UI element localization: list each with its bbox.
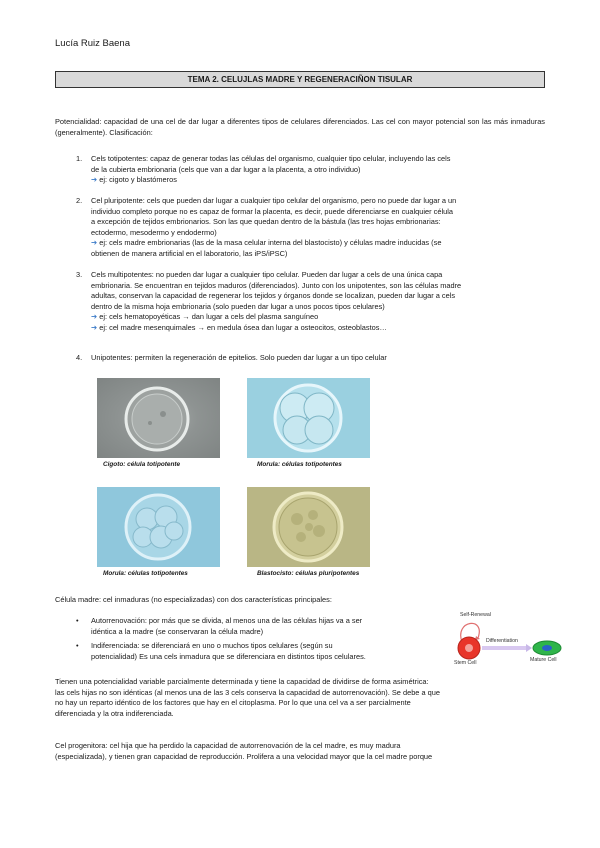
morula-caption-1: Morula: células totipotentes (257, 461, 342, 468)
list-item-1-example: ➔ ej: cigoto y blastómeros (91, 175, 177, 185)
stem-cell-diagram (446, 612, 566, 668)
morula-caption-2: Morula: células totipotentes (103, 570, 188, 577)
document-title: TEMA 2. CELUJLAS MADRE Y REGENERACIÑON TISULAR (55, 71, 545, 88)
stem-cell-heading: Célula madre: cel inmaduras (no especializadas) con dos características principales: (55, 595, 332, 604)
blastocyst-image (247, 487, 370, 567)
list-item-2-line: a excepción de tejidos embrionarios. Son las que quedan dentro de la bástula (las tres hojas embrionarias: (91, 217, 441, 227)
arrow-right-icon: ➔ (91, 322, 98, 332)
asymmetric-division-paragraph (55, 677, 545, 719)
mature-cell-label: Mature Cell (530, 657, 557, 663)
list-item-3-line: dentro de la misma hoja embrionaria (solo pueden dar lugar a unos pocos tipos celulares) (91, 301, 385, 311)
arrow-right-icon: ➔ (91, 238, 98, 248)
list-number-2: 2. (76, 196, 83, 205)
bullet-line: Indiferenciada: se diferenciará en uno o muchos tipos celulares (según su (91, 641, 333, 650)
self-renewal-label: Self-Renewal (460, 612, 491, 618)
list-item-1-line: Cels totipotentes: capaz de generar todas las células del organismo, cualquier tipo celular, incluyendo las cels (91, 154, 451, 163)
list-item-2-example: ➔ ej: cels madre embrionarias (las de la masa celular interna del blastocisto) y células madre inducidas (se (91, 238, 442, 248)
list-item-4 (91, 353, 545, 364)
list-item-3-line: adultas, conservan la capacidad de regenerar los tejidos y órganos donde se localizan, pueden dar lugar a cels (91, 291, 456, 301)
blastocyst-caption: Blastocisto: células pluripotentes (257, 570, 360, 577)
bullet-line: potencialidad) Es una cels inmadura que se diferenciara en distintos tipos celulares. (91, 651, 366, 661)
bullet-dot-icon: • (76, 641, 79, 650)
list-item-2 (91, 196, 545, 260)
list-item-1-line: de la cubierta embrionaria (cels que van a dar lugar a la placenta, a otro individuo) (91, 164, 361, 174)
differentiation-label: Differentiation (486, 638, 518, 644)
progenitor-paragraph (55, 741, 545, 762)
paragraph-line: las cels hijas no son idénticas (al menos una de las 3 cels conserva la capacidad de autorrenovación). Se debe a que (55, 687, 440, 697)
paragraph-line: Tienen una potencialidad variable parcialmente determinada y tiene la capacidad de dividirse de forma asimétrica: (55, 677, 429, 686)
list-item-3-line: embrionaria. Se encuentran en tejidos maduros (diferenciados). Junto con los unipotentes, son las células madre (91, 280, 462, 290)
list-number-4: 4. (76, 353, 83, 362)
list-item-2-example: obtienen de manera artificial en el laboratorio, las iPS/iPSC) (91, 248, 288, 258)
zygote-image (97, 378, 220, 458)
list-number-1: 1. (76, 154, 83, 163)
paragraph-line: Cel progenitora: cel hija que ha perdido la capacidad de autorrenovación de la cel madre, es muy madura (55, 741, 401, 750)
list-number-3: 3. (76, 270, 83, 279)
paragraph-line: diferenciada y la otra indiferenciada. (55, 708, 174, 718)
list-item-2-line: ectodermo, mesodermo y endodermo) (91, 227, 217, 237)
paragraph-line: (especializada), y tienen gran capacidad de reproducción. Prolifera a una velocidad mayor que la cel madre porque (55, 751, 433, 761)
author-name: Lucía Ruiz Baena (55, 38, 130, 49)
morula-image (97, 487, 220, 567)
list-item-3-line: Cels multipotentes: no pueden dar lugar a cualquier tipo celular. Pueden dar lugar a cels de una única capa (91, 270, 443, 279)
list-item-2-line: Cel pluripotente: cels que pueden dar lugar a cualquier tipo celular del organismo, pero no puede dar lugar a un (91, 196, 457, 205)
bullet-self-renewal (91, 616, 436, 637)
stem-cell-label: Stem Cell (454, 660, 477, 666)
intro-paragraph: Potencialidad: capacidad de una cel de dar lugar a diferentes tipos de celulares diferenciados. Las cel con mayor potencial son las más inmaduras (generalmente). Clasificación: (55, 117, 545, 137)
list-item-1 (91, 154, 545, 186)
list-item-3-example: ➔ ej: cel madre mesenquimales → en medula ósea dan lugar a osteocitos, osteoblastos… (91, 322, 387, 332)
paragraph-line: no hay un reparto idéntico de los factores que hay en el citoplasma. Por lo que una cel va a ser parcialmente (55, 698, 411, 708)
arrow-right-icon: ➔ (91, 175, 98, 185)
list-item-3-example: ➔ ej: cels hematopoyéticas → dan lugar a cels del plasma sanguíneo (91, 312, 319, 322)
list-item-4-line: Unipotentes: permiten la regeneración de epitelios. Solo pueden dar lugar a un tipo celular (91, 353, 387, 362)
list-item-3 (91, 270, 545, 334)
morula-4cell-image (247, 378, 370, 458)
list-item-2-line: individuo completo porque no es capaz de formar la placenta, es decir, puede diferenciarse en cualquier célula (91, 206, 453, 216)
bullet-line: idéntica a la madre (se conservaran la célula madre) (91, 626, 264, 636)
bullet-line: Autorrenovación: por más que se divida, al menos una de las células hijas va a ser (91, 616, 363, 625)
arrow-right-icon: ➔ (91, 312, 98, 322)
bullet-dot-icon: • (76, 616, 79, 625)
bullet-undifferentiated (91, 641, 436, 662)
zygote-caption: Cigoto: célula totipotente (103, 461, 181, 468)
